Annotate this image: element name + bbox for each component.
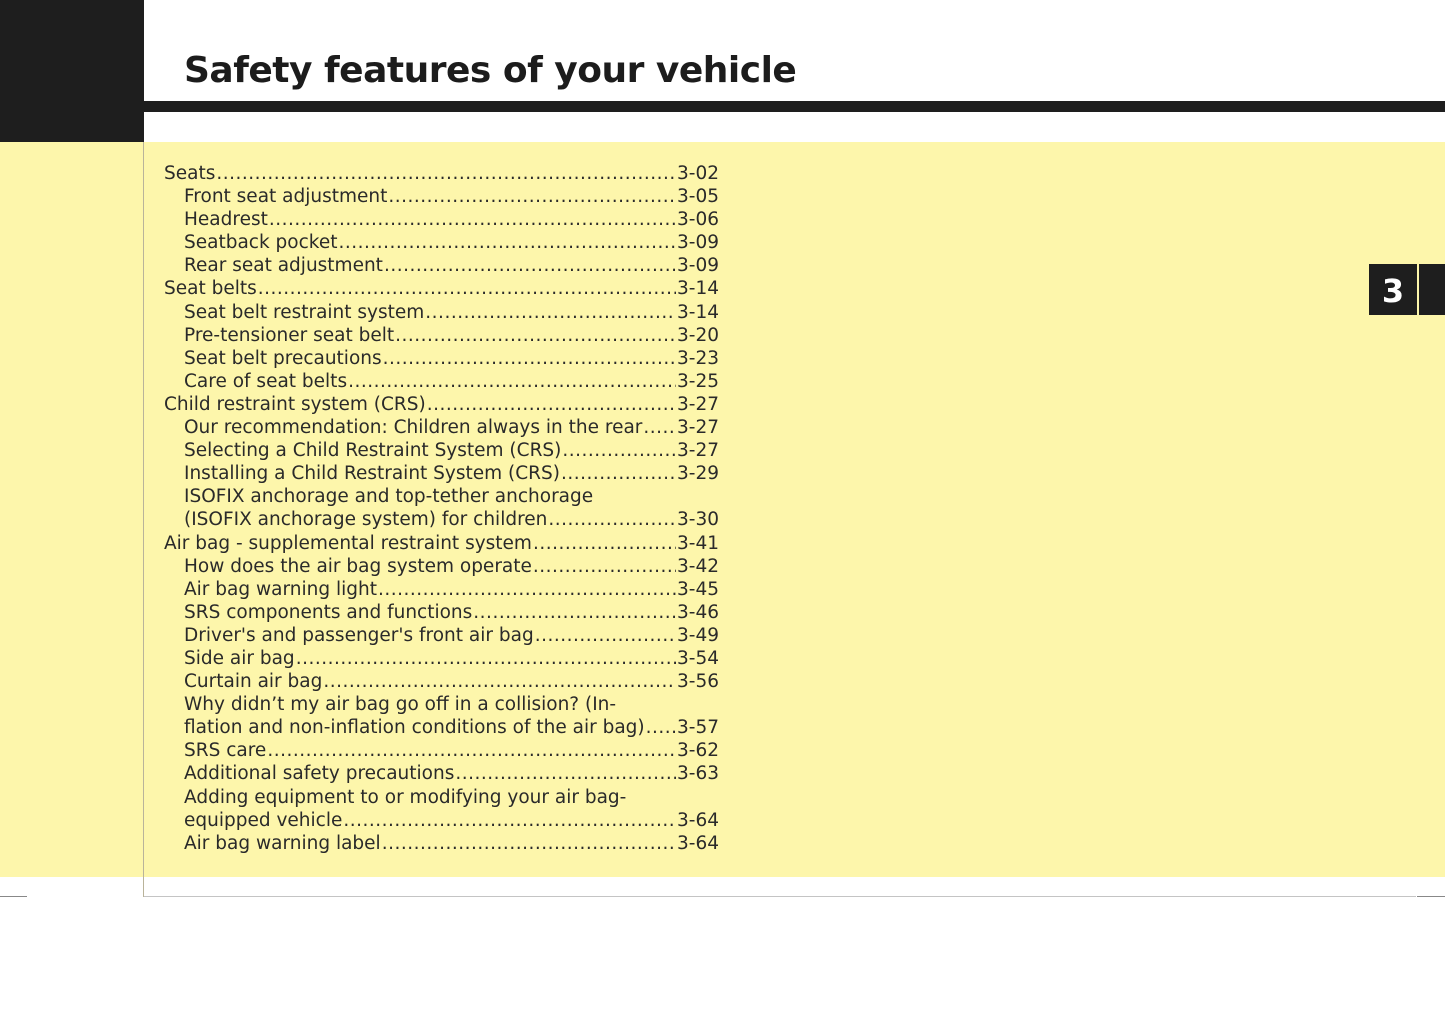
- toc-entry-page: 3-56: [677, 671, 719, 693]
- toc-dot-leader: [378, 578, 676, 601]
- toc-entry-page: 3-64: [677, 809, 719, 831]
- toc-entry[interactable]: [164, 324, 719, 347]
- toc-entry-label: equipped vehicle: [184, 809, 343, 831]
- toc-entry-page: 3-25: [677, 370, 719, 392]
- toc-entry-label: Seat belt restraint system: [184, 301, 425, 323]
- toc-dot-leader: [348, 370, 676, 393]
- toc-entry[interactable]: [164, 254, 719, 277]
- toc-dot-leader: [455, 762, 676, 785]
- toc-entry-page: 3-64: [677, 832, 719, 854]
- toc-entry-page: 3-20: [677, 324, 719, 346]
- toc-entry-label: Headrest: [184, 209, 268, 231]
- page-title: Safety features of your vehicle: [184, 50, 797, 91]
- toc-dot-leader: [269, 208, 676, 231]
- toc-entry[interactable]: [164, 762, 719, 785]
- toc-entry-label: Care of seat belts: [184, 370, 348, 392]
- toc-entry-label: Curtain air bag: [184, 671, 323, 693]
- toc-entry-label: Front seat adjustment: [184, 186, 388, 208]
- toc-entry-label: How does the air bag system operate: [184, 555, 532, 577]
- toc-entry-label: Seat belts: [164, 278, 257, 300]
- toc-entry-page: 3-14: [677, 278, 719, 300]
- toc-entry[interactable]: [164, 532, 719, 555]
- toc-entry[interactable]: [164, 693, 719, 716]
- corner-block: [0, 0, 144, 142]
- toc-dot-leader: [296, 647, 676, 670]
- toc-entry-label: Pre-tensioner seat belt: [184, 324, 395, 346]
- toc-dot-leader: [384, 254, 676, 277]
- toc-dot-leader: [383, 347, 676, 370]
- bottom-rule: [144, 896, 1416, 897]
- toc-entry-label: Adding equipment to or modifying your air bag-: [184, 786, 627, 808]
- toc-entry-page: 3-23: [677, 347, 719, 369]
- toc-entry-page: 3-62: [677, 740, 719, 762]
- toc-entry-label: Seats: [164, 163, 216, 184]
- toc-entry-label: ISOFIX anchorage and top-tether anchorage: [184, 486, 594, 508]
- toc-entry[interactable]: [164, 832, 719, 855]
- toc-entry-page: 3-06: [677, 209, 719, 231]
- toc-entry-page: 3-27: [677, 393, 719, 415]
- toc-entry[interactable]: [164, 578, 719, 601]
- toc-dot-leader: [473, 601, 676, 624]
- toc-entry-page: 3-14: [677, 301, 719, 323]
- toc-entry[interactable]: [164, 809, 719, 832]
- toc-entry[interactable]: [164, 347, 719, 370]
- toc-entry-label: Rear seat adjustment: [184, 255, 383, 277]
- toc-entry-label: Seat belt precautions: [184, 347, 382, 369]
- toc-entry-page: 3-45: [677, 578, 719, 600]
- toc-entry-page: 3-30: [677, 509, 719, 531]
- toc-entry-page: 3-54: [677, 647, 719, 669]
- toc-dot-leader: [338, 231, 676, 254]
- toc-dot-leader: [343, 809, 676, 832]
- toc-entry-label: Air bag warning light: [184, 578, 377, 600]
- bottom-rule-left: [0, 896, 27, 897]
- toc-dot-leader: [533, 555, 676, 578]
- toc-entry[interactable]: [164, 208, 719, 231]
- toc-entry[interactable]: [164, 624, 719, 647]
- toc-entry[interactable]: [164, 716, 719, 739]
- toc-entry[interactable]: [164, 301, 719, 324]
- toc-entry-label: flation and non-inflation conditions of the air bag): [184, 717, 645, 739]
- toc-dot-leader: [425, 301, 676, 324]
- toc-entry-label: Side air bag: [184, 647, 295, 669]
- toc-entry-page: 3-57: [677, 717, 719, 739]
- toc-entry[interactable]: [164, 231, 719, 254]
- toc-entry-label: (ISOFIX anchorage system) for children: [184, 509, 548, 531]
- toc-entry[interactable]: [164, 370, 719, 393]
- toc-entry-label: Child restraint system (CRS): [164, 393, 426, 415]
- toc-dot-leader: [643, 416, 676, 439]
- toc-entry-page: 3-27: [677, 417, 719, 439]
- toc-entry-label: SRS components and functions: [184, 601, 473, 623]
- toc-entry-page: 3-29: [677, 463, 719, 485]
- toc-entry-label: Additional safety precautions: [184, 763, 455, 785]
- toc-entry[interactable]: [164, 185, 719, 208]
- toc-entry-page: 3-63: [677, 763, 719, 785]
- title-rule: [144, 101, 1445, 112]
- chapter-tab[interactable]: [1369, 264, 1445, 315]
- toc-dot-leader: [323, 670, 676, 693]
- toc-dot-leader: [388, 185, 676, 208]
- toc-entry[interactable]: [164, 393, 719, 416]
- toc-entry[interactable]: [164, 416, 719, 439]
- toc-entry-label: Air bag - supplemental restraint system: [164, 532, 532, 554]
- toc-entry-page: 3-05: [677, 186, 719, 208]
- toc-entry-page: 3-09: [677, 232, 719, 254]
- toc-entry[interactable]: [164, 162, 719, 185]
- toc-dot-leader: [562, 439, 676, 462]
- chapter-tab-divider: [1417, 264, 1419, 315]
- toc-entry[interactable]: [164, 555, 719, 578]
- toc-entry[interactable]: [164, 485, 719, 508]
- toc-entry[interactable]: [164, 601, 719, 624]
- toc-dot-leader: [561, 462, 676, 485]
- toc-dot-leader: [427, 393, 676, 416]
- toc-entry-label: Installing a Child Restraint System (CRS): [184, 463, 560, 485]
- toc-entry[interactable]: [164, 786, 719, 809]
- toc-entry-label: Why didn’t my air bag go off in a collision? (In-: [184, 694, 617, 716]
- toc-dot-leader: [267, 739, 676, 762]
- toc-entry-label: Driver's and passenger's front air bag: [184, 624, 534, 646]
- toc-entry-label: Selecting a Child Restraint System (CRS): [184, 440, 562, 462]
- toc-entry[interactable]: [164, 277, 719, 300]
- toc-entry[interactable]: [164, 739, 719, 762]
- margin-line: [143, 142, 144, 897]
- toc-entry[interactable]: [164, 508, 719, 531]
- toc-dot-leader: [535, 624, 676, 647]
- toc-entry-label: Seatback pocket: [184, 232, 338, 254]
- toc-entry-page: 3-41: [677, 532, 719, 554]
- toc-dot-leader: [216, 162, 676, 185]
- toc-dot-leader: [395, 324, 676, 347]
- toc-dot-leader: [258, 277, 676, 300]
- toc-dot-leader: [548, 508, 676, 531]
- table-of-contents: [164, 162, 719, 855]
- toc-dot-leader: [533, 532, 676, 555]
- toc-entry-label: Air bag warning label: [184, 832, 381, 854]
- toc-entry-page: 3-49: [677, 624, 719, 646]
- toc-entry[interactable]: [164, 670, 719, 693]
- toc-entry[interactable]: [164, 647, 719, 670]
- toc-dot-leader: [382, 832, 676, 855]
- toc-entry-page: 3-27: [677, 440, 719, 462]
- toc-dot-leader: [646, 716, 676, 739]
- toc-entry-page: 3-42: [677, 555, 719, 577]
- toc-entry-page: 3-02: [677, 163, 719, 184]
- toc-entry-label: SRS care: [184, 740, 267, 762]
- bottom-rule-right: [1417, 896, 1445, 897]
- chapter-number: 3: [1381, 272, 1405, 310]
- toc-entry-page: 3-09: [677, 255, 719, 277]
- toc-entry-label: Our recommendation: Children always in the rear: [184, 417, 643, 439]
- toc-entry[interactable]: [164, 462, 719, 485]
- toc-entry[interactable]: [164, 439, 719, 462]
- toc-entry-page: 3-46: [677, 601, 719, 623]
